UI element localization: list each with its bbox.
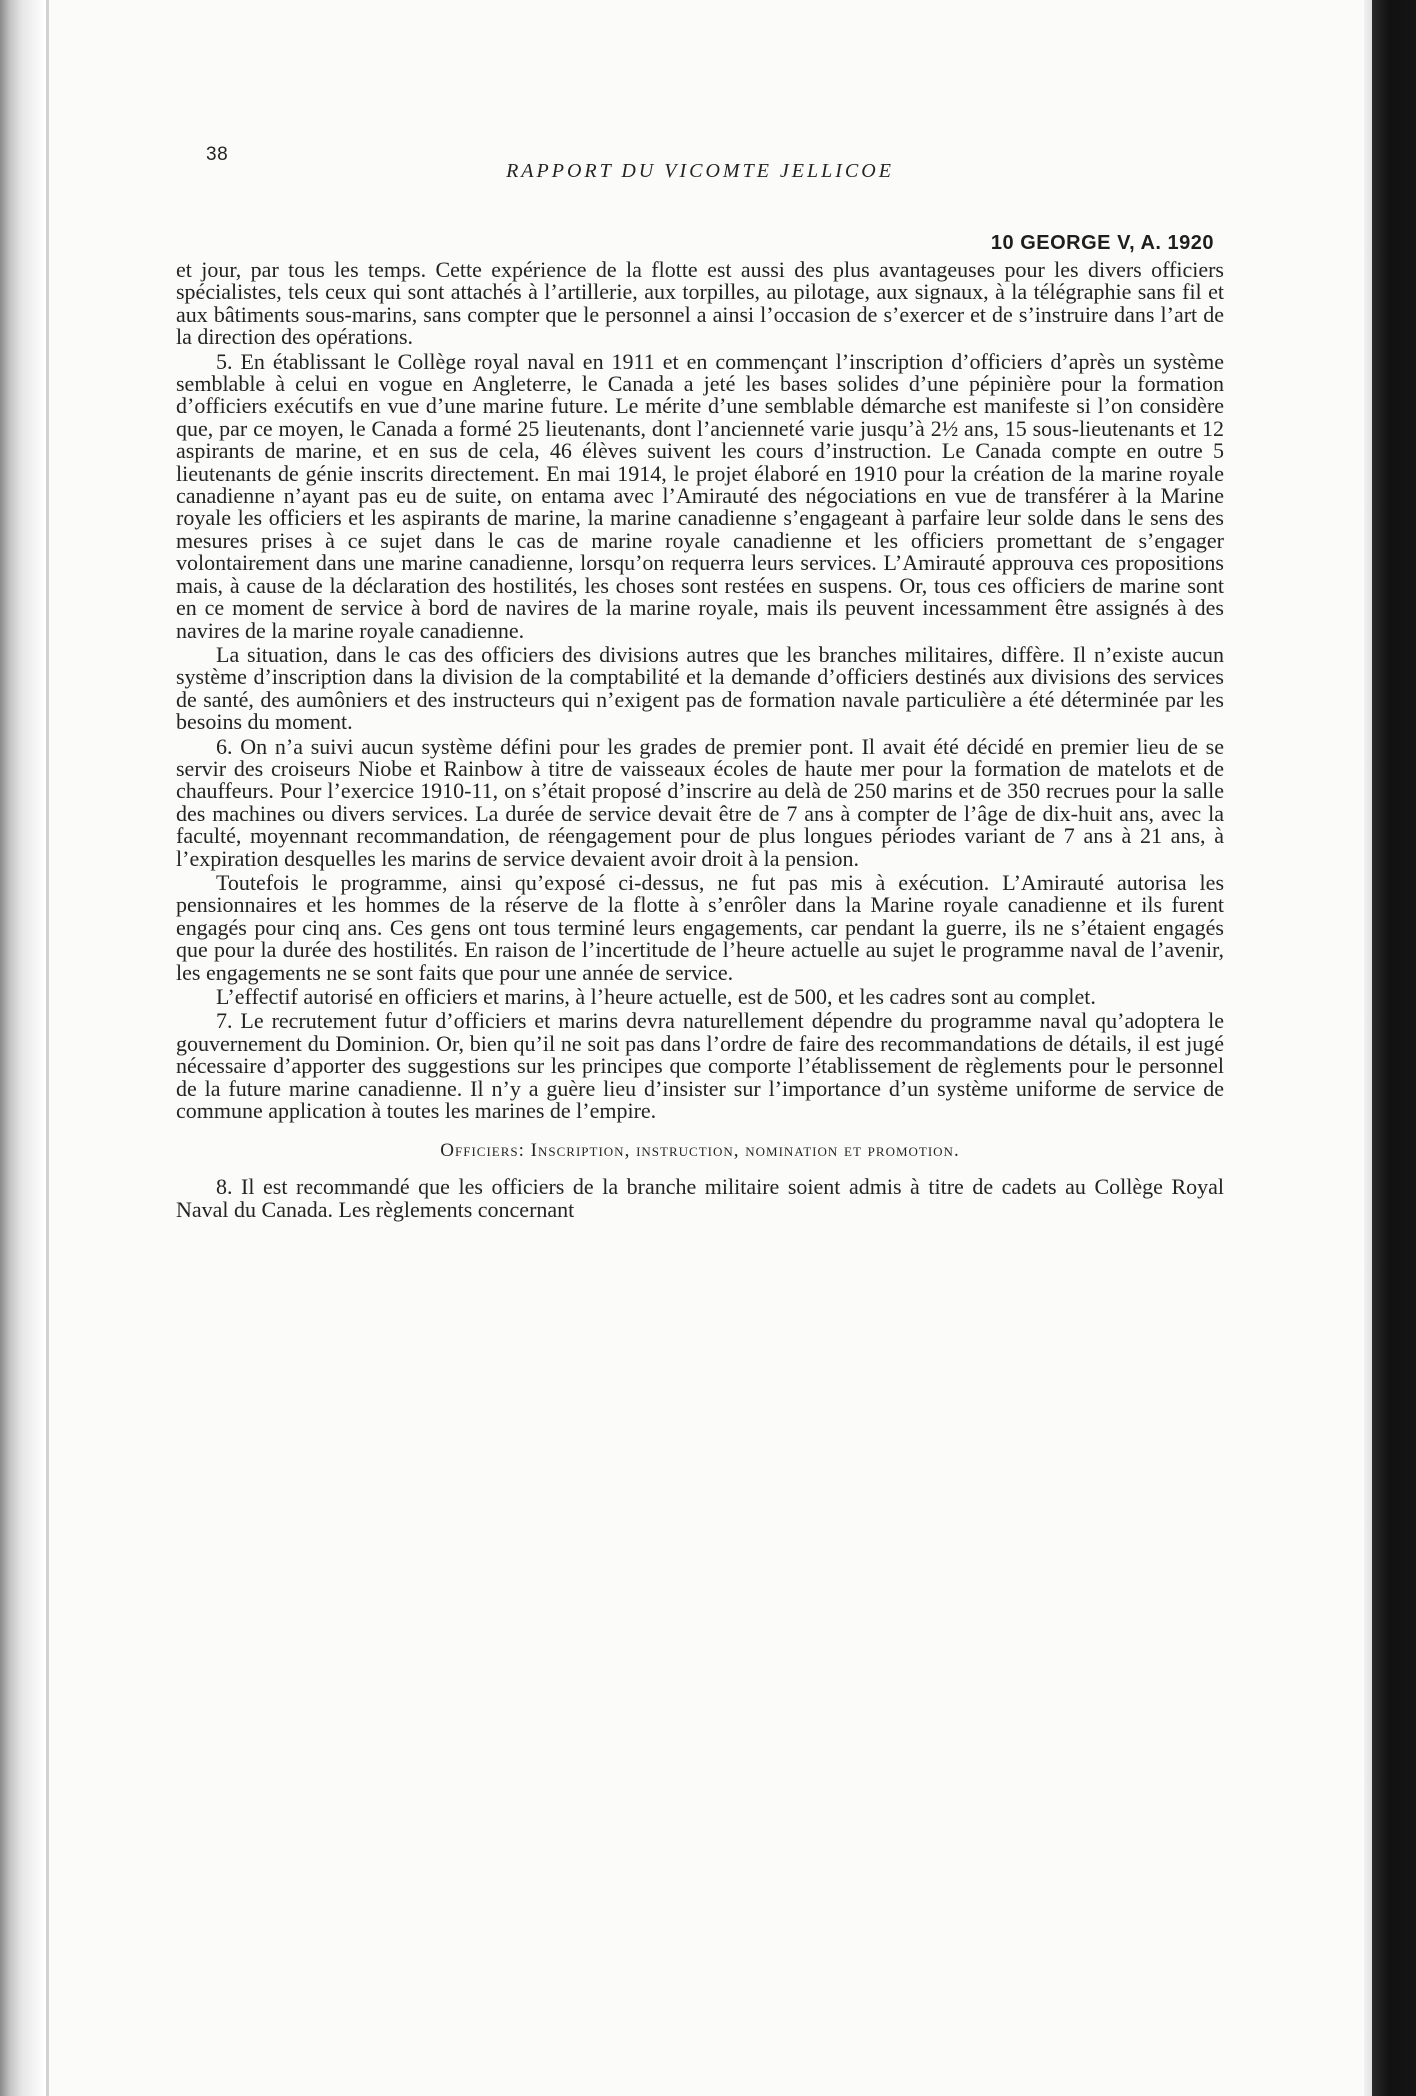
- paragraph-6: 6. On n’a suivi aucun système défini pour les grades de premier pont. Il avait été décidé en premier lieu de se servir des croiseurs Niobe et Rainbow à titre de vaisseaux écoles de haute mer pour la formation de matelots et de chauffeurs. Pour l’exercice 1910-11, on s’était proposé d’inscrire au delà de 250 marins et de 350 recrues pour la salle des machines ou divers services. La durée de service devait être de 7 ans à compter de l’âge de dix-huit ans, avec la faculté, moyennant recommandation, de réengagement pour de plus longues périodes variant de 7 ans à 21 ans, à l’expiration desquelles les marins de service devaient avoir droit à la pension.: [176, 733, 1224, 871]
- section-heading: [176, 1140, 1224, 1162]
- running-title: RAPPORT DU VICOMTE JELLICOE: [506, 160, 894, 182]
- paragraph-5: 5. En établissant le Collège royal naval en 1911 et en commençant l’inscription d’officiers d’après un système semblable à celui en vogue en Angleterre, le Canada a jeté les bases solides d’une pépinière pour la formation d’officiers exécutifs en vue d’une marine future. Le mérite d’une semblable démarche est manifeste si l’on considère que, par ce moyen, le Canada a formé 25 lieutenants, dont l’ancienneté varie jusqu’à 2½ ans, 15 sous-lieutenants et 12 aspirants de marine, et en sus de cela, 46 élèves suivent les cours d’instruction. Le Canada compte en outre 5 lieutenants de génie inscrits directement. En mai 1914, le projet élaboré en 1910 pour la création de la marine royale canadienne n’ayant pas eu de suite, on entama avec l’Amirauté des négociations en vue de transférer à la Marine royale les officiers et les aspirants de marine, la marine canadienne s’engageant à parfaire leur solde dans le sens des mesures prises à ce sujet dans le cas de marine royale canadienne et les officiers promettant de s’engager volontairement dans une marine canadienne, lorsqu’on requerra leurs services. L’Amirauté approuva ces propositions mais, à cause de la déclaration des hostilités, les choses sont restées en suspens. Or, tous ces officiers de marine sont en ce moment de service à bord de navires de la marine royale, mais ils peuvent incessamment être assignés à des navires de la marine royale canadienne.: [176, 348, 1224, 643]
- paragraph-8: 8. Il est recommandé que les officiers de la branche militaire soient admis à titre de cadets au Collège Royal Naval du Canada. Les règlements concernant: [176, 1174, 1224, 1222]
- book-binding-shadow: [0, 0, 46, 2096]
- section-heading-text: Officiers: Inscription, instruction, nomination et promotion.: [440, 1140, 960, 1162]
- paragraph-effectif: L’effectif autorisé en officiers et marins, à l’heure actuelle, est de 500, et les cadres sont au complet.: [216, 984, 1096, 1009]
- page-number: 38: [206, 144, 229, 165]
- page-right-gutter: [1364, 0, 1372, 2096]
- paragraph-7: 7. Le recrutement futur d’officiers et marins devra naturellement dépendre du programme naval qu’adoptera le gouvernement du Dominion. Or, bien qu’il ne soit pas dans l’ordre de faire des recommandations de détails, il est jugé nécessaire d’apporter des suggestions sur les principes que comporte l’établissement de règlements pour le personnel de la future marine canadienne. Il n’y a guère lieu d’insister sur l’importance d’un système uniforme de service de commune application à toutes les marines de l’empire.: [176, 1008, 1224, 1124]
- paragraph-situation: La situation, dans le cas des officiers des divisions autres que les branches militaires, diffère. Il n’existe aucun système d’inscription dans la division de la comptabilité et la demande d’officiers destinés aux divisions des services de santé, des aumôniers et des instructeurs qui n’exigent pas de formation navale particulière a été déterminée par les besoins du moment.: [176, 641, 1224, 735]
- scan-border-right: [1372, 0, 1416, 2096]
- page-content: [176, 140, 1224, 1221]
- session-reference: 10 GEORGE V, A. 1920: [990, 232, 1214, 254]
- paragraph-continuation: et jour, par tous les temps. Cette expérience de la flotte est aussi des plus avantageuses pour les divers officiers spécialistes, tels ceux qui sont attachés à l’artillerie, aux torpilles, au pilotage, aux signaux, à la télégraphie sans fil et aux bâtiments sous-marins, sans compter que le personnel a ainsi l’occasion de s’exercer et de s’instruire dans l’art de la direction des opérations.: [176, 257, 1224, 350]
- page-header: [176, 140, 1224, 190]
- paragraph-programme: Toutefois le programme, ainsi qu’exposé ci-dessus, ne fut pas mis à exécution. L’Amirauté autorisa les pensionnaires et les hommes de la réserve de la flotte à s’enrôler dans la Marine royale canadienne et ils furent engagés pour cinq ans. Ces gens ont tous terminé leurs engagements, car pendant la guerre, ils ne s’étaient engagés que pour la durée des hostilités. En raison de l’incertitude de l’heure actuelle au sujet le programme naval de l’avenir, les engagements ne se sont faits que pour une année de service.: [176, 869, 1224, 985]
